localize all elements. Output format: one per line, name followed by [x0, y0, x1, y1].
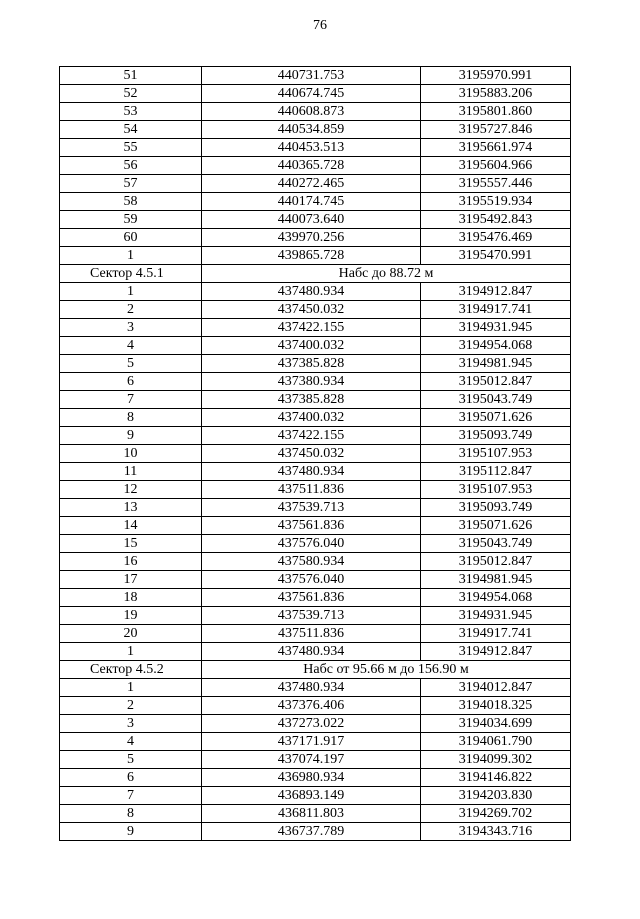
- y-coordinate: 3195970.991: [421, 67, 571, 85]
- y-coordinate: 3194018.325: [421, 697, 571, 715]
- point-number: 55: [60, 139, 202, 157]
- table-row: [60, 445, 571, 463]
- x-coordinate: 436737.789: [202, 823, 421, 841]
- table-row: [60, 85, 571, 103]
- table-row: [60, 409, 571, 427]
- table-row: [60, 697, 571, 715]
- y-coordinate: 3194912.847: [421, 283, 571, 301]
- x-coordinate: 439865.728: [202, 247, 421, 265]
- y-coordinate: 3194954.068: [421, 337, 571, 355]
- sector-name: Сектор 4.5.1: [60, 265, 202, 283]
- x-coordinate: 437450.032: [202, 301, 421, 319]
- y-coordinate: 3194954.068: [421, 589, 571, 607]
- point-number: 58: [60, 193, 202, 211]
- table-row: [60, 211, 571, 229]
- point-number: 16: [60, 553, 202, 571]
- point-number: 7: [60, 787, 202, 805]
- point-number: 10: [60, 445, 202, 463]
- table-row: [60, 769, 571, 787]
- y-coordinate: 3195476.469: [421, 229, 571, 247]
- table-row: [60, 373, 571, 391]
- x-coordinate: 437376.406: [202, 697, 421, 715]
- y-coordinate: 3195012.847: [421, 553, 571, 571]
- point-number: 14: [60, 517, 202, 535]
- point-number: 15: [60, 535, 202, 553]
- table-row: [60, 157, 571, 175]
- x-coordinate: 437480.934: [202, 463, 421, 481]
- x-coordinate: 437576.040: [202, 535, 421, 553]
- table-row: [60, 499, 571, 517]
- page-number: 76: [313, 18, 327, 33]
- y-coordinate: 3195107.953: [421, 445, 571, 463]
- sector-height: Набс до 88.72 м: [202, 265, 571, 283]
- point-number: 2: [60, 697, 202, 715]
- point-number: 18: [60, 589, 202, 607]
- y-coordinate: 3195043.749: [421, 391, 571, 409]
- x-coordinate: 437422.155: [202, 427, 421, 445]
- point-number: 5: [60, 751, 202, 769]
- x-coordinate: 440608.873: [202, 103, 421, 121]
- y-coordinate: 3194931.945: [421, 319, 571, 337]
- y-coordinate: 3195043.749: [421, 535, 571, 553]
- table-row: [60, 103, 571, 121]
- point-number: 4: [60, 733, 202, 751]
- point-number: 6: [60, 769, 202, 787]
- x-coordinate: 437480.934: [202, 643, 421, 661]
- y-coordinate: 3194917.741: [421, 625, 571, 643]
- table-row: [60, 805, 571, 823]
- x-coordinate: 437480.934: [202, 679, 421, 697]
- x-coordinate: 440453.513: [202, 139, 421, 157]
- x-coordinate: 440365.728: [202, 157, 421, 175]
- table-row: [60, 175, 571, 193]
- point-number: 5: [60, 355, 202, 373]
- point-number: 57: [60, 175, 202, 193]
- y-coordinate: 3195604.966: [421, 157, 571, 175]
- table-row: [60, 571, 571, 589]
- point-number: 13: [60, 499, 202, 517]
- x-coordinate: 437511.836: [202, 481, 421, 499]
- y-coordinate: 3195801.860: [421, 103, 571, 121]
- y-coordinate: 3195107.953: [421, 481, 571, 499]
- y-coordinate: 3195519.934: [421, 193, 571, 211]
- sector-header-row: [60, 661, 571, 679]
- coordinates-table-body: [60, 67, 571, 841]
- point-number: 53: [60, 103, 202, 121]
- y-coordinate: 3195883.206: [421, 85, 571, 103]
- point-number: 1: [60, 679, 202, 697]
- x-coordinate: 436980.934: [202, 769, 421, 787]
- y-coordinate: 3194012.847: [421, 679, 571, 697]
- point-number: 20: [60, 625, 202, 643]
- y-coordinate: 3194146.822: [421, 769, 571, 787]
- point-number: 3: [60, 715, 202, 733]
- table-row: [60, 607, 571, 625]
- x-coordinate: 437385.828: [202, 355, 421, 373]
- y-coordinate: 3195470.991: [421, 247, 571, 265]
- table-row: [60, 733, 571, 751]
- x-coordinate: 437539.713: [202, 499, 421, 517]
- point-number: 9: [60, 823, 202, 841]
- y-coordinate: 3195093.749: [421, 427, 571, 445]
- table-row: [60, 139, 571, 157]
- table-row: [60, 535, 571, 553]
- x-coordinate: 440174.745: [202, 193, 421, 211]
- table-row: [60, 121, 571, 139]
- point-number: 52: [60, 85, 202, 103]
- table-row: [60, 715, 571, 733]
- y-coordinate: 3194061.790: [421, 733, 571, 751]
- y-coordinate: 3195727.846: [421, 121, 571, 139]
- table-row: [60, 193, 571, 211]
- table-row: [60, 625, 571, 643]
- x-coordinate: 440731.753: [202, 67, 421, 85]
- table-row: [60, 679, 571, 697]
- table-row: [60, 67, 571, 85]
- x-coordinate: 437561.836: [202, 517, 421, 535]
- x-coordinate: 437074.197: [202, 751, 421, 769]
- table-row: [60, 463, 571, 481]
- y-coordinate: 3194931.945: [421, 607, 571, 625]
- y-coordinate: 3194912.847: [421, 643, 571, 661]
- point-number: 6: [60, 373, 202, 391]
- x-coordinate: 437580.934: [202, 553, 421, 571]
- table-row: [60, 517, 571, 535]
- table-row: [60, 301, 571, 319]
- y-coordinate: 3194981.945: [421, 571, 571, 589]
- x-coordinate: 437539.713: [202, 607, 421, 625]
- sector-height: Набс от 95.66 м до 156.90 м: [202, 661, 571, 679]
- point-number: 8: [60, 805, 202, 823]
- x-coordinate: 437422.155: [202, 319, 421, 337]
- y-coordinate: 3195661.974: [421, 139, 571, 157]
- x-coordinate: 437171.917: [202, 733, 421, 751]
- y-coordinate: 3194034.699: [421, 715, 571, 733]
- x-coordinate: 440272.465: [202, 175, 421, 193]
- point-number: 11: [60, 463, 202, 481]
- point-number: 54: [60, 121, 202, 139]
- y-coordinate: 3194917.741: [421, 301, 571, 319]
- table-row: [60, 589, 571, 607]
- point-number: 51: [60, 67, 202, 85]
- point-number: 8: [60, 409, 202, 427]
- y-coordinate: 3195071.626: [421, 409, 571, 427]
- table-row: [60, 229, 571, 247]
- point-number: 7: [60, 391, 202, 409]
- y-coordinate: 3194269.702: [421, 805, 571, 823]
- table-row: [60, 319, 571, 337]
- point-number: 12: [60, 481, 202, 499]
- point-number: 59: [60, 211, 202, 229]
- y-coordinate: 3194099.302: [421, 751, 571, 769]
- x-coordinate: 436811.803: [202, 805, 421, 823]
- x-coordinate: 437400.032: [202, 409, 421, 427]
- x-coordinate: 437400.032: [202, 337, 421, 355]
- point-number: 1: [60, 283, 202, 301]
- table-row: [60, 553, 571, 571]
- x-coordinate: 437576.040: [202, 571, 421, 589]
- y-coordinate: 3195093.749: [421, 499, 571, 517]
- point-number: 2: [60, 301, 202, 319]
- x-coordinate: 437450.032: [202, 445, 421, 463]
- y-coordinate: 3195112.847: [421, 463, 571, 481]
- point-number: 1: [60, 247, 202, 265]
- x-coordinate: 437273.022: [202, 715, 421, 733]
- x-coordinate: 437380.934: [202, 373, 421, 391]
- x-coordinate: 440073.640: [202, 211, 421, 229]
- y-coordinate: 3195071.626: [421, 517, 571, 535]
- coordinates-table: [59, 66, 571, 841]
- table-row: [60, 337, 571, 355]
- table-row: [60, 787, 571, 805]
- table-row: [60, 427, 571, 445]
- point-number: 60: [60, 229, 202, 247]
- y-coordinate: 3194203.830: [421, 787, 571, 805]
- table-row: [60, 391, 571, 409]
- y-coordinate: 3194981.945: [421, 355, 571, 373]
- point-number: 3: [60, 319, 202, 337]
- x-coordinate: 436893.149: [202, 787, 421, 805]
- y-coordinate: 3195557.446: [421, 175, 571, 193]
- y-coordinate: 3194343.716: [421, 823, 571, 841]
- sector-name: Сектор 4.5.2: [60, 661, 202, 679]
- table-row: [60, 751, 571, 769]
- point-number: 4: [60, 337, 202, 355]
- table-row: [60, 283, 571, 301]
- x-coordinate: 437385.828: [202, 391, 421, 409]
- x-coordinate: 440674.745: [202, 85, 421, 103]
- x-coordinate: 440534.859: [202, 121, 421, 139]
- x-coordinate: 439970.256: [202, 229, 421, 247]
- point-number: 56: [60, 157, 202, 175]
- table-row: [60, 643, 571, 661]
- point-number: 17: [60, 571, 202, 589]
- table-row: [60, 355, 571, 373]
- x-coordinate: 437561.836: [202, 589, 421, 607]
- point-number: 1: [60, 643, 202, 661]
- table-row: [60, 247, 571, 265]
- sector-header-row: [60, 265, 571, 283]
- point-number: 9: [60, 427, 202, 445]
- y-coordinate: 3195492.843: [421, 211, 571, 229]
- point-number: 19: [60, 607, 202, 625]
- y-coordinate: 3195012.847: [421, 373, 571, 391]
- table-row: [60, 481, 571, 499]
- x-coordinate: 437480.934: [202, 283, 421, 301]
- table-row: [60, 823, 571, 841]
- x-coordinate: 437511.836: [202, 625, 421, 643]
